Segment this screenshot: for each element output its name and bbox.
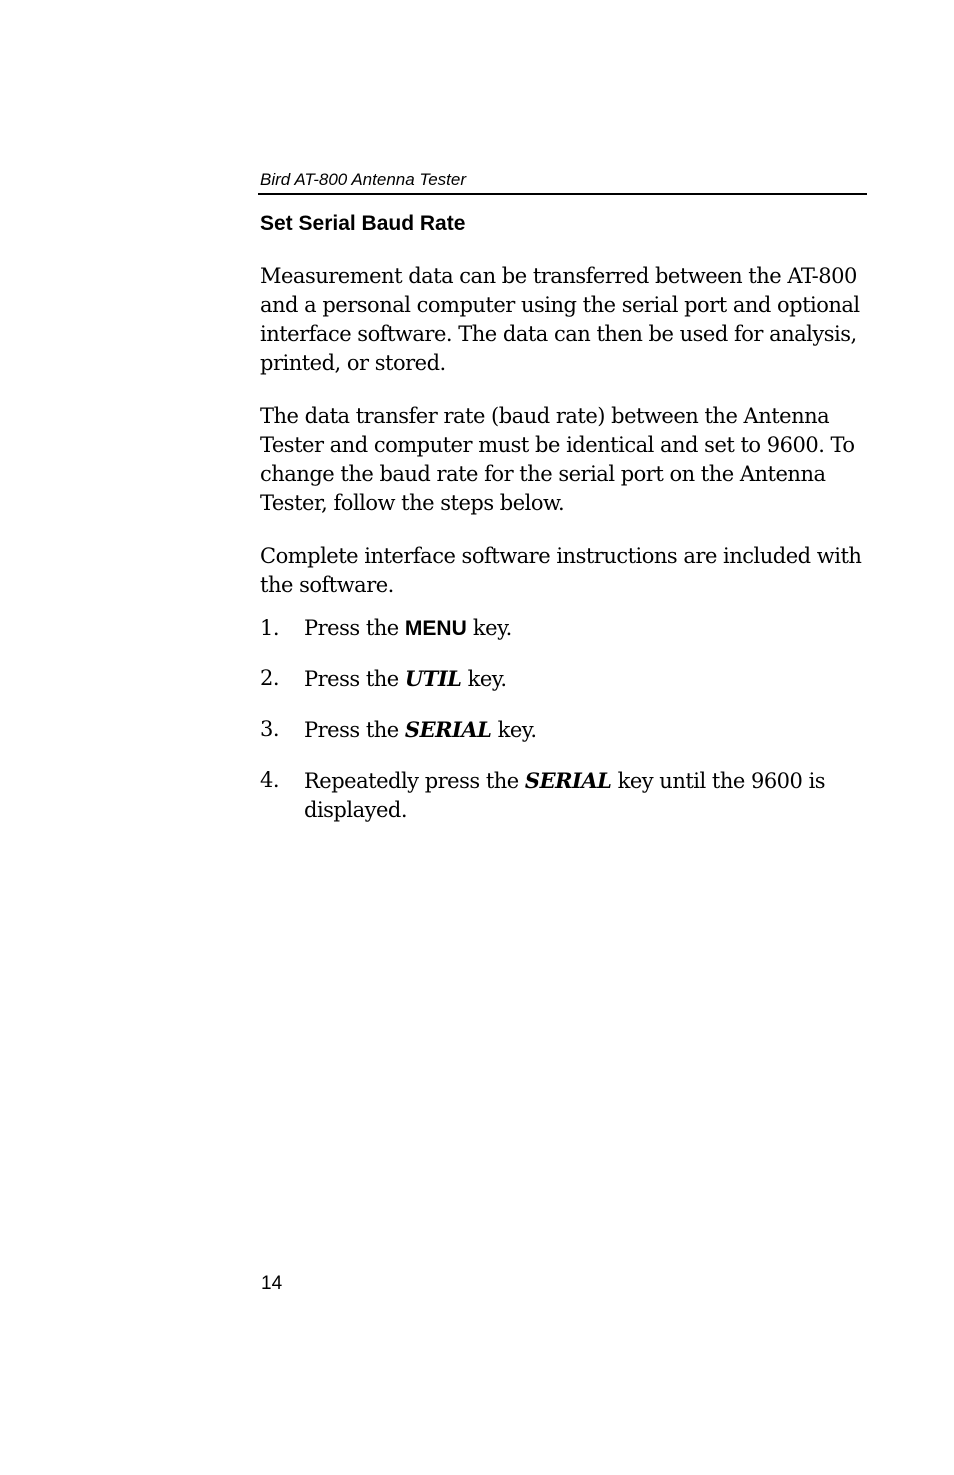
step-text: Press the <box>304 616 405 640</box>
step-item <box>260 664 880 694</box>
step-number: 3. <box>260 717 280 741</box>
running-header: Bird AT-800 Antenna Tester <box>260 170 467 189</box>
key-name: SERIAL <box>404 717 492 742</box>
step-text: Repeatedly press the <box>304 769 525 793</box>
step-text: key until the 9600 is displayed. <box>304 769 826 822</box>
page-number: 14 <box>261 1273 283 1294</box>
key-name: MENU <box>404 617 467 640</box>
step-number: 4. <box>260 768 280 792</box>
step-text: key. <box>461 667 507 691</box>
step-text: key. <box>491 718 537 742</box>
paragraph-software-note: Complete interface software instructions are included with the software. <box>260 544 862 597</box>
step-item <box>260 614 880 643</box>
step-item <box>260 715 880 745</box>
key-name: SERIAL <box>524 768 612 793</box>
paragraph-intro: Measurement data can be transferred between the AT-800 and a personal computer using the serial port and optional interface software. The data can then be used for analysis, printed, or stored. <box>260 264 860 375</box>
steps-list <box>260 614 880 846</box>
step-text: key. <box>466 616 512 640</box>
key-name: UTIL <box>404 666 462 691</box>
paragraph-baud-rate: The data transfer rate (baud rate) between the Antenna Tester and computer must be identical and set to 9600. To change the baud rate for the serial port on the Antenna Tester, follow the steps below. <box>260 404 855 515</box>
step-number: 2. <box>260 666 280 690</box>
step-item <box>260 766 880 825</box>
header-rule <box>258 193 867 195</box>
section-heading: Set Serial Baud Rate <box>260 212 466 235</box>
step-text: Press the <box>304 718 405 742</box>
step-number: 1. <box>260 616 280 640</box>
step-text: Press the <box>304 667 405 691</box>
